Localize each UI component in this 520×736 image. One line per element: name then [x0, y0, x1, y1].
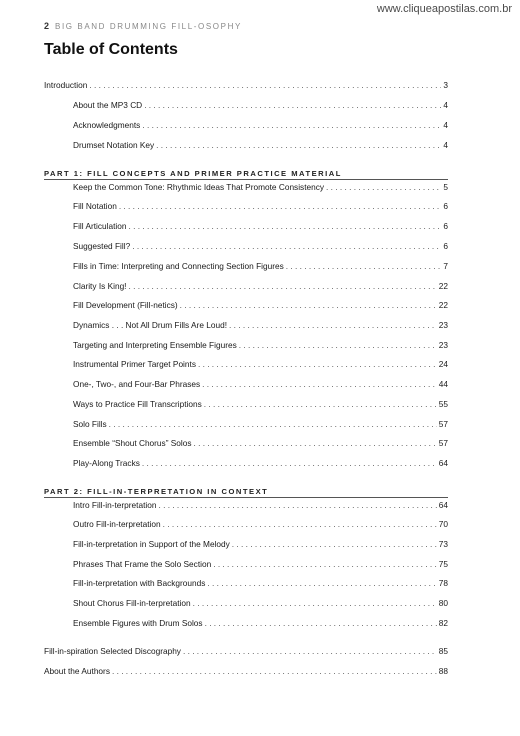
- toc-entry-label: Suggested Fill?: [73, 241, 131, 251]
- toc-entry-label: Instrumental Primer Target Points: [73, 359, 196, 369]
- toc-entry-page: 5: [443, 182, 448, 192]
- toc-entry-label: Acknowledgments: [73, 120, 141, 130]
- dot-leader: [119, 201, 442, 212]
- toc-entry-page: 6: [443, 221, 448, 231]
- toc-entry: [73, 539, 448, 550]
- toc-entry-page: 70: [438, 519, 448, 529]
- toc-entry-page: 80: [438, 598, 448, 608]
- dot-leader: [205, 618, 437, 629]
- toc-entry-page: 75: [438, 559, 448, 569]
- toc-entry-page: 78: [438, 578, 448, 588]
- toc-entry: [73, 559, 448, 570]
- toc-entry-page: 24: [438, 359, 448, 369]
- toc-entry-page: 4: [443, 100, 448, 110]
- toc-entry-label: Keep the Common Tone: Rhythmic Ideas That Promote Consistency: [73, 182, 325, 192]
- dot-leader: [109, 419, 437, 430]
- part2-heading: PART 2: FILL-IN-TERPRETATION IN CONTEXT: [44, 487, 269, 496]
- toc-entry-page: 7: [443, 261, 448, 271]
- dot-leader: [207, 578, 436, 589]
- toc-entry-label: Fill Articulation: [73, 221, 127, 231]
- toc-entry: [73, 458, 448, 469]
- toc-entry-label: Fill Development (Fill-netics): [73, 300, 178, 310]
- toc-entry-introduction: [44, 80, 448, 91]
- toc-entry: [73, 359, 448, 370]
- toc-entry: [73, 140, 448, 151]
- dot-leader: [89, 80, 441, 91]
- page-title: Table of Contents: [44, 41, 178, 58]
- watermark-url: www.cliqueapostilas.com.br: [376, 3, 512, 15]
- dot-leader: [232, 539, 437, 550]
- toc-entry-label: One-, Two-, and Four-Bar Phrases: [73, 379, 201, 389]
- toc-entry: [73, 519, 448, 530]
- toc-entry-page: 88: [438, 666, 448, 676]
- toc-entry-label: Intro Fill-in-terpretation: [73, 500, 157, 510]
- toc-entry: [73, 261, 448, 272]
- toc-entry: [73, 300, 448, 311]
- toc-entry-page: 64: [438, 500, 448, 510]
- toc-entry: [73, 281, 448, 292]
- dot-leader: [193, 598, 437, 609]
- dot-leader: [213, 559, 437, 570]
- toc-entry-label: Introduction: [44, 80, 88, 90]
- toc-entry: [44, 646, 448, 657]
- toc-entry-label: Ensemble Figures with Drum Solos: [73, 618, 203, 628]
- toc-entry-label: Fill Notation: [73, 201, 117, 211]
- toc-entry-label: About the Authors: [44, 666, 110, 676]
- toc-entry: [73, 618, 448, 629]
- toc-entry: [73, 399, 448, 410]
- toc-entry: [73, 221, 448, 232]
- toc-entry: [73, 241, 448, 252]
- toc-entry: [73, 182, 448, 193]
- dot-leader: [194, 438, 437, 449]
- toc-entry-page: 85: [438, 646, 448, 656]
- toc-entry: [73, 598, 448, 609]
- toc-entry-label: Phrases That Frame the Solo Section: [73, 559, 212, 569]
- toc-entry: [73, 120, 448, 131]
- toc-entry-label: Play-Along Tracks: [73, 458, 140, 468]
- toc-entry-page: 57: [438, 438, 448, 448]
- dot-leader: [128, 281, 436, 292]
- book-title: BIG BAND DRUMMING FILL-OSOPHY: [55, 22, 242, 31]
- toc-entry-page: 4: [443, 120, 448, 130]
- dot-leader: [198, 359, 437, 370]
- toc-entry-label: Fill-in-spiration Selected Discography: [44, 646, 181, 656]
- toc-entry-page: 55: [438, 399, 448, 409]
- toc-entry-label: About the MP3 CD: [73, 100, 143, 110]
- dot-leader: [183, 646, 437, 657]
- toc-entry: [73, 320, 448, 331]
- toc-entry-page: 4: [443, 140, 448, 150]
- toc-entry-label: Fill-in-terpretation with Backgrounds: [73, 578, 206, 588]
- toc-entry: [73, 201, 448, 212]
- toc-entry: [73, 419, 448, 430]
- toc-entry-label: Drumset Notation Key: [73, 140, 155, 150]
- dot-leader: [142, 458, 437, 469]
- toc-entry-page: 44: [438, 379, 448, 389]
- toc-entry-page: 3: [443, 80, 448, 90]
- toc-entry-page: 73: [438, 539, 448, 549]
- toc-entry-label: Fills in Time: Interpreting and Connecting Section Figures: [73, 261, 284, 271]
- part2-rule: [44, 497, 448, 498]
- toc-entry-page: 82: [438, 618, 448, 628]
- dot-leader: [132, 241, 441, 252]
- toc-entry: [73, 578, 448, 589]
- dot-leader: [129, 221, 442, 232]
- dot-leader: [158, 500, 436, 511]
- toc-entry-page: 23: [438, 320, 448, 330]
- toc-entry-label: Clarity Is King!: [73, 281, 127, 291]
- part1-heading: PART 1: FILL CONCEPTS AND PRIMER PRACTICE MATERIAL: [44, 169, 342, 178]
- dot-leader: [204, 399, 437, 410]
- dot-leader: [112, 666, 437, 677]
- toc-entry: [73, 379, 448, 390]
- toc-entry: [44, 666, 448, 677]
- toc-entry-page: 22: [438, 300, 448, 310]
- toc-entry: [73, 100, 448, 111]
- toc-entry-label: Fill-in-terpretation in Support of the Melody: [73, 539, 230, 549]
- toc-entry-label: Outro Fill-in-terpretation: [73, 519, 161, 529]
- dot-leader: [163, 519, 437, 530]
- toc-entry: [73, 340, 448, 351]
- dot-leader: [326, 182, 441, 193]
- toc-entry-label: Dynamics . . . Not All Drum Fills Are Loud!: [73, 320, 227, 330]
- toc-entry: [73, 500, 448, 511]
- toc-entry-label: Ways to Practice Fill Transcriptions: [73, 399, 202, 409]
- running-head: [44, 21, 242, 31]
- part1-rule: [44, 179, 448, 180]
- toc-entry-page: 23: [438, 340, 448, 350]
- page-number: 2: [44, 21, 50, 31]
- toc-entry-page: 57: [438, 419, 448, 429]
- dot-leader: [202, 379, 437, 390]
- toc-entry: [73, 438, 448, 449]
- dot-leader: [229, 320, 437, 331]
- dot-leader: [142, 120, 441, 131]
- toc-entry-label: Solo Fills: [73, 419, 107, 429]
- dot-leader: [180, 300, 437, 311]
- toc-entry-page: 64: [438, 458, 448, 468]
- dot-leader: [144, 100, 441, 111]
- toc-entry-page: 6: [443, 241, 448, 251]
- toc-entry-page: 22: [438, 281, 448, 291]
- dot-leader: [239, 340, 437, 351]
- dot-leader: [156, 140, 441, 151]
- dot-leader: [286, 261, 442, 272]
- toc-entry-label: Ensemble “Shout Chorus” Solos: [73, 438, 192, 448]
- toc-entry-label: Targeting and Interpreting Ensemble Figures: [73, 340, 237, 350]
- toc-entry-label: Shout Chorus Fill-in-terpretation: [73, 598, 191, 608]
- toc-entry-page: 6: [443, 201, 448, 211]
